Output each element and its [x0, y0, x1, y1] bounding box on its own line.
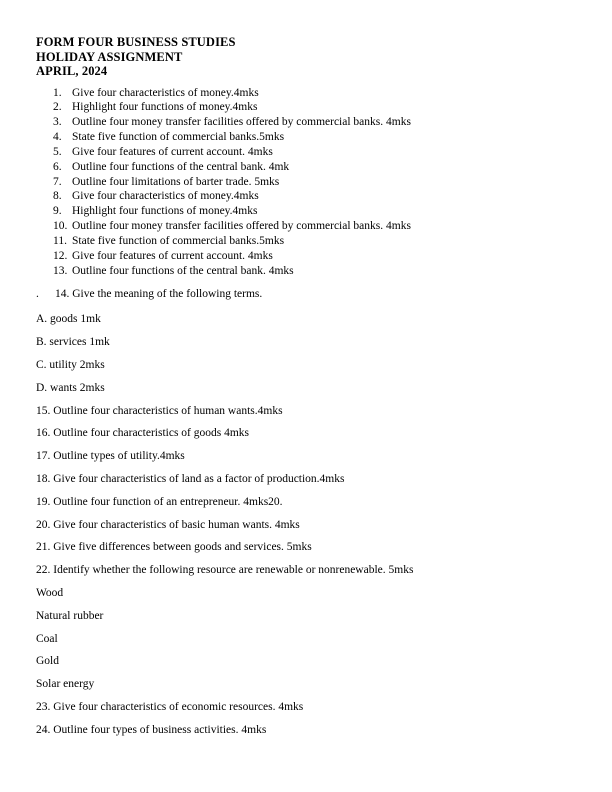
paragraph-line: A. goods 1mk: [36, 313, 101, 326]
paragraph-line: 23. Give four characteristics of economic resources. 4mks: [36, 701, 304, 714]
question-item: [36, 249, 582, 264]
assignment-title: HOLIDAY ASSIGNMENT: [36, 49, 183, 64]
paragraph-line: D. wants 2mks: [36, 381, 105, 394]
question-text: Give four features of current account. 4mks: [72, 145, 273, 158]
question-text: Give four features of current account. 4mks: [72, 249, 273, 262]
stray-period: .: [36, 288, 39, 301]
date-line: APRIL, 2024: [36, 64, 108, 78]
question-number: 13.: [53, 264, 68, 277]
question-text: State five function of commercial banks.5mks: [72, 131, 285, 144]
question-text: Highlight four functions of money.4mks: [72, 101, 258, 114]
question-number: 9.: [53, 205, 62, 218]
question-number: 1.: [53, 86, 62, 99]
question-item: [36, 115, 582, 130]
question-item: [36, 145, 582, 160]
paragraph-line: 19. Outline four function of an entrepreneur. 4mks20.: [36, 495, 283, 508]
question-text: Outline four functions of the central bank. 4mks: [72, 264, 294, 277]
question-item: [36, 189, 582, 204]
paragraph-line: Natural rubber: [36, 609, 104, 622]
question-number: 11.: [53, 234, 67, 247]
question-text: 14. Give the meaning of the following terms.: [55, 288, 263, 301]
paragraph-line: B. services 1mk: [36, 336, 110, 349]
paragraph-line: 15. Outline four characteristics of human wants.4mks: [36, 404, 283, 417]
paragraph-line: Gold: [36, 655, 59, 668]
question-text: Highlight four functions of money.4mks: [72, 205, 258, 218]
numbered-question-list: [36, 86, 582, 279]
question-number: 12.: [53, 249, 68, 262]
paragraph-line: Wood: [36, 587, 64, 600]
question-number: 5.: [53, 145, 62, 158]
paragraph-line: Coal: [36, 632, 58, 645]
paragraph-line: 16. Outline four characteristics of goods 4mks: [36, 427, 250, 440]
question-item: [36, 219, 582, 234]
question-item: [36, 234, 582, 249]
question-text: Outline four functions of the central bank. 4mk: [72, 160, 290, 173]
paragraph-line: Solar energy: [36, 678, 95, 691]
assignment-header: [36, 35, 582, 79]
question-item: [36, 100, 582, 115]
paragraph-line: 17. Outline types of utility.4mks: [36, 450, 185, 463]
paragraph-line: 22. Identify whether the following resource are renewable or nonrenewable. 5mks: [36, 564, 414, 577]
question-item: [36, 130, 582, 145]
question-item: [36, 86, 582, 101]
question-item: [36, 264, 582, 279]
paragraph-line: 18. Give four characteristics of land as a factor of production.4mks: [36, 473, 345, 486]
paragraph-line: 20. Give four characteristics of basic human wants. 4mks: [36, 518, 300, 531]
question-number: 6.: [53, 160, 62, 173]
question-text: Outline four money transfer facilities offered by commercial banks. 4mks: [72, 116, 411, 129]
question-paragraphs: [36, 312, 582, 737]
question-number: 7.: [53, 175, 62, 188]
question-item: [36, 160, 582, 175]
question-number: 2.: [53, 101, 62, 114]
question-item: [36, 204, 582, 219]
question-number: 3.: [53, 116, 62, 129]
question-text: Outline four limitations of barter trade. 5mks: [72, 175, 280, 188]
question-text: Give four characteristics of money.4mks: [72, 190, 259, 203]
paragraph-line: C. utility 2mks: [36, 359, 105, 372]
question-text: State five function of commercial banks.5mks: [72, 234, 285, 247]
course-title: FORM FOUR BUSINESS STUDIES: [36, 35, 236, 49]
question-14-line: [36, 287, 582, 302]
question-number: 10.: [53, 220, 68, 233]
question-text: Give four characteristics of money.4mks: [72, 86, 259, 99]
question-number: 4.: [53, 131, 62, 144]
paragraph-line: 21. Give five differences between goods and services. 5mks: [36, 541, 312, 554]
question-item: [36, 175, 582, 190]
question-number: 8.: [53, 190, 62, 203]
question-text: Outline four money transfer facilities offered by commercial banks. 4mks: [72, 220, 411, 233]
paragraph-line: 24. Outline four types of business activities. 4mks: [36, 723, 267, 736]
